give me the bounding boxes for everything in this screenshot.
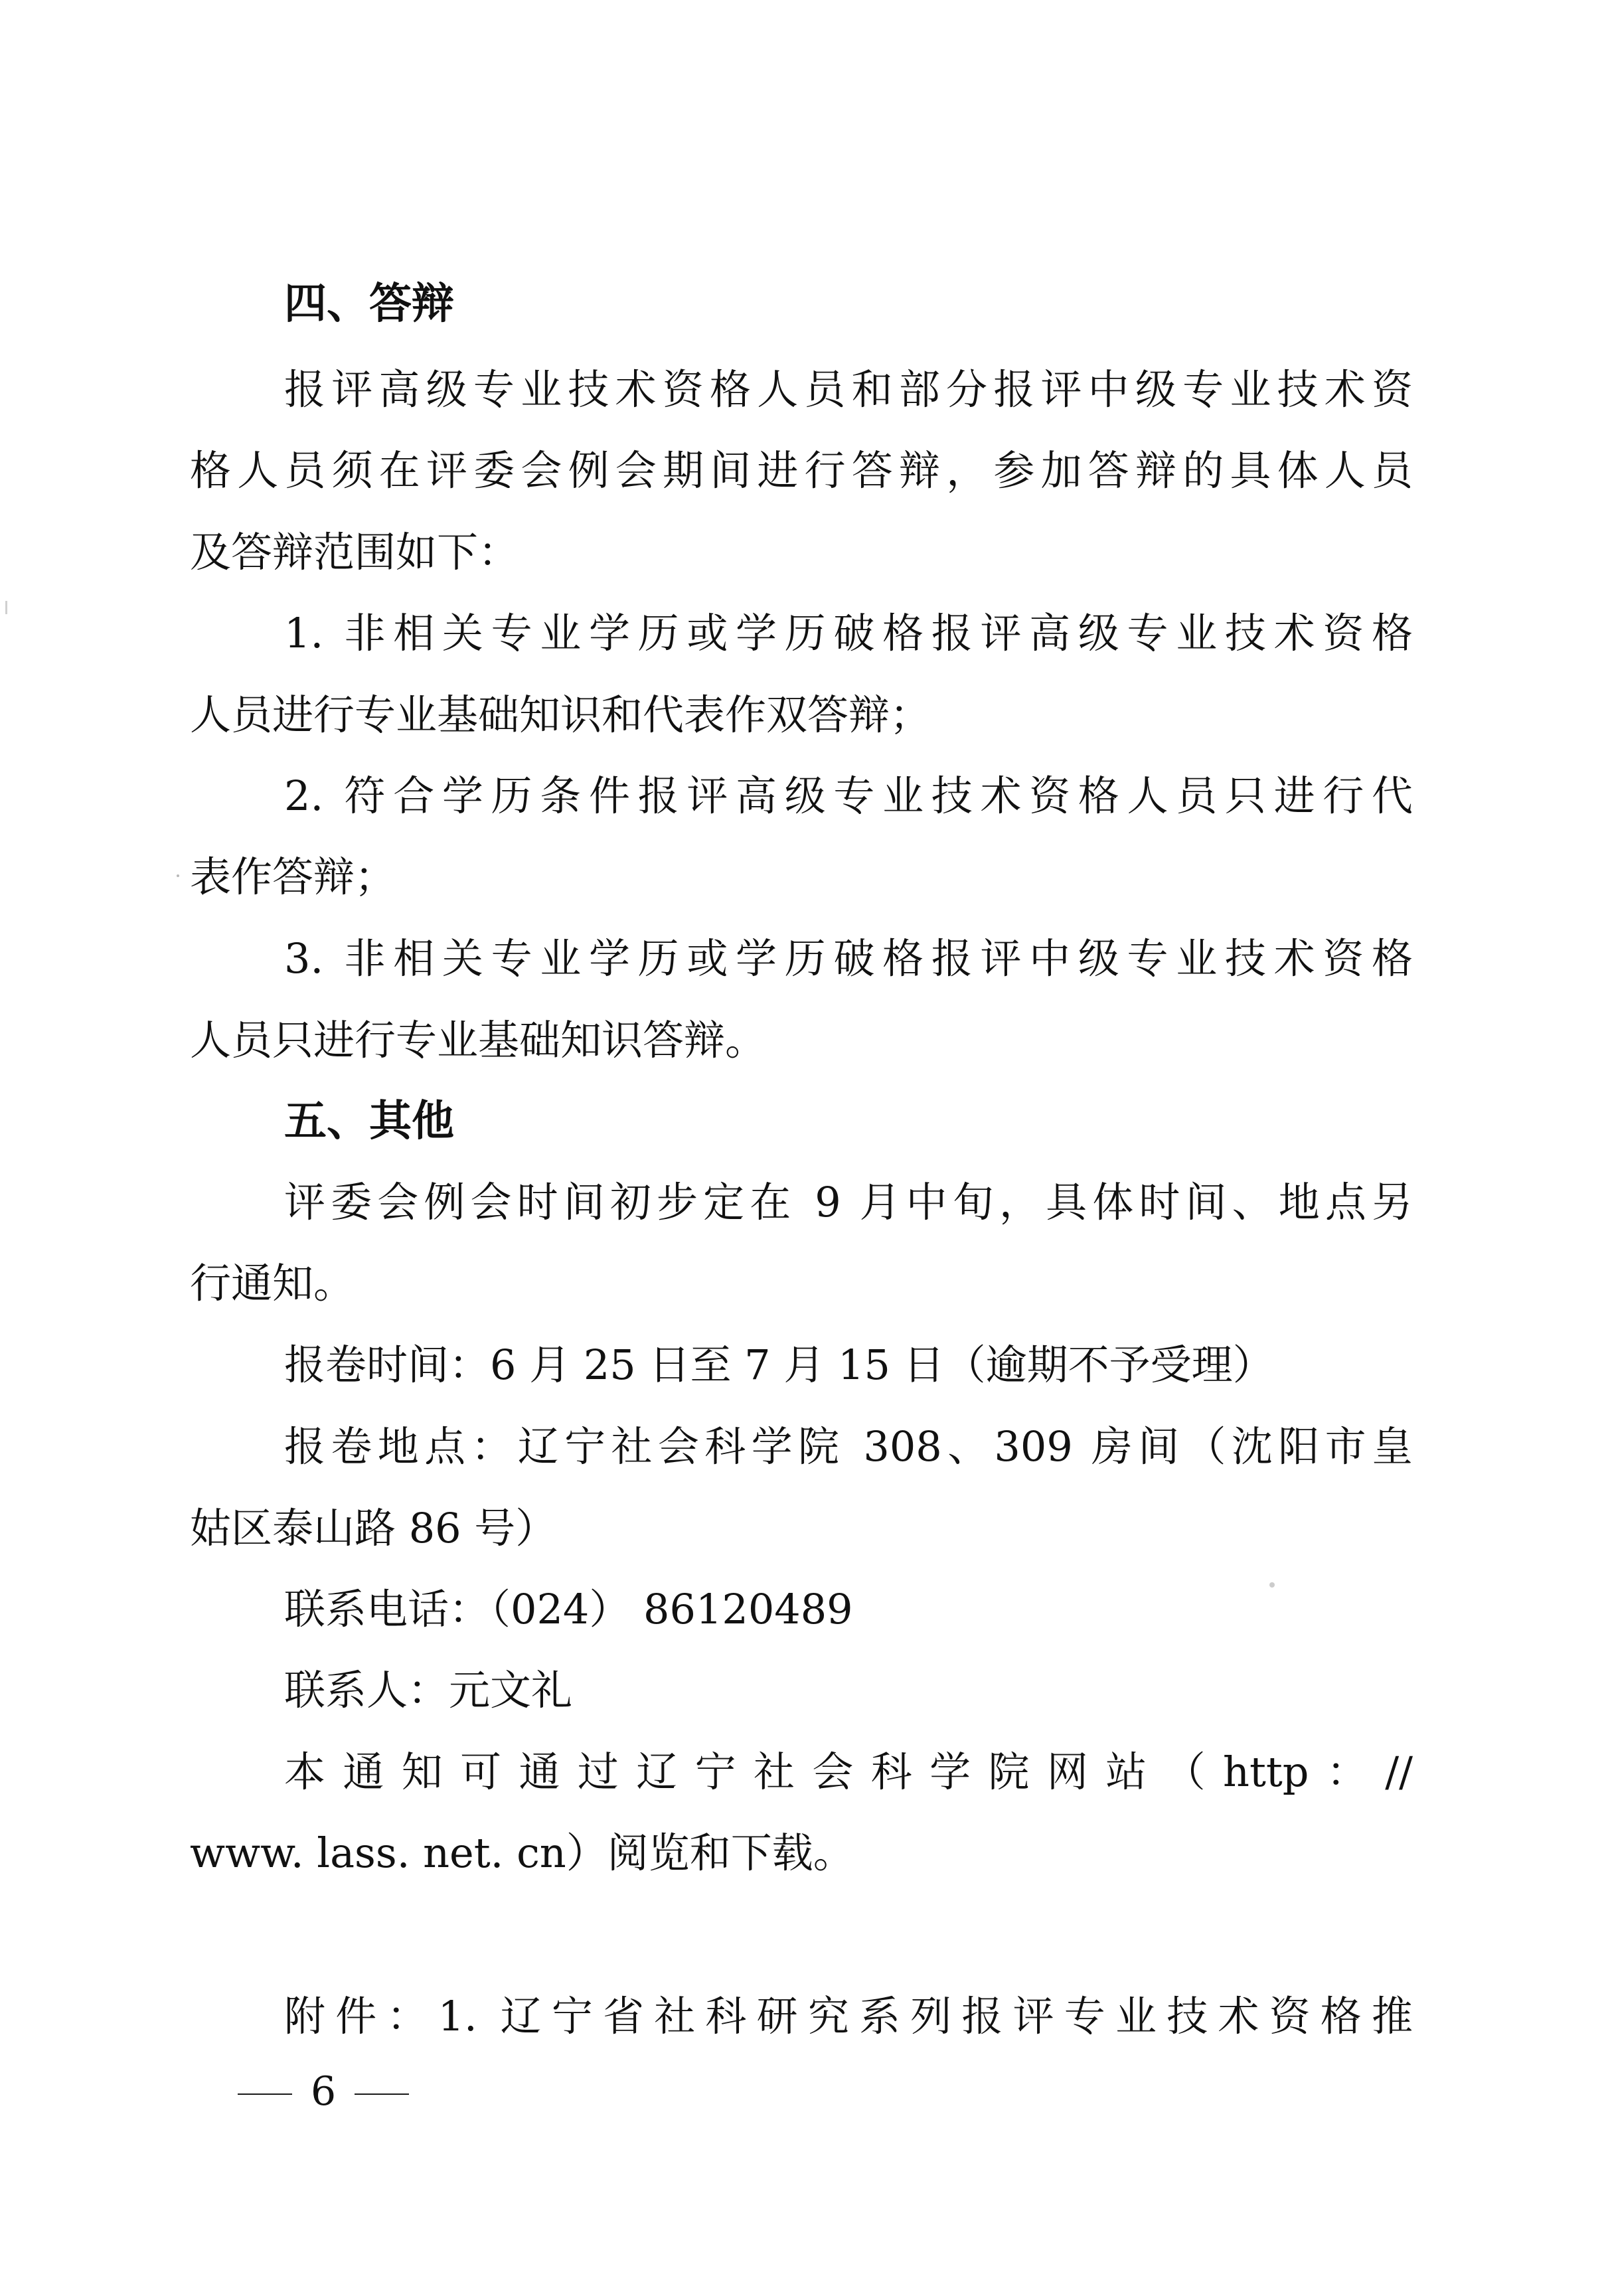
left-page-number-dash: [238, 2093, 292, 2095]
contact-phone-line: 联系电话：（024） 86120489: [284, 1585, 853, 1633]
page-number-footer: [219, 2065, 428, 2118]
section-four-heading: 四、答辩: [284, 280, 454, 329]
section-five-paragraph-1-line-1: 评委会例会时间初步定在 9 月中旬，具体时间、地点另: [284, 1178, 1413, 1226]
website-notice-line-1: 本通知可通过辽宁社会科学院网站（http：//: [284, 1748, 1413, 1796]
page-number: 6: [311, 2068, 337, 2115]
submission-time-line: 报卷时间：6 月 25 日至 7 月 15 日（逾期不予受理）: [284, 1341, 1274, 1389]
section-four-paragraph-3-line-1: 2. 符合学历条件报评高级专业技术资格人员只进行代: [284, 772, 1413, 820]
scan-speck-left-text: [177, 874, 179, 877]
website-notice-line-2: www. lass. net. cn）阅览和下载。: [190, 1829, 854, 1877]
section-four-paragraph-4-line-2: 人员只进行专业基础知识答辩。: [190, 1016, 767, 1064]
section-four-paragraph-1-line-3: 及答辩范围如下：: [190, 528, 520, 576]
section-four-paragraph-2-line-2: 人员进行专业基础知识和代表作双答辩；: [190, 691, 931, 739]
section-five-heading: 五、其他: [284, 1097, 454, 1146]
right-page-number-dash: [355, 2093, 409, 2095]
attachment-line: 附件：1. 辽宁省社科研究系列报评专业技术资格推: [284, 1992, 1413, 2040]
submission-location-line-1: 报卷地点：辽宁社会科学院 308、309 房间（沈阳市皇: [284, 1422, 1413, 1471]
submission-location-line-2: 姑区泰山路 86 号）: [190, 1504, 557, 1552]
scan-speck-left-edge: [5, 601, 7, 614]
section-four-paragraph-2-line-1: 1. 非相关专业学历或学历破格报评高级专业技术资格: [284, 609, 1413, 657]
section-four-paragraph-1-line-2: 格人员须在评委会例会期间进行答辩，参加答辩的具体人员: [190, 446, 1413, 495]
contact-person-line: 联系人：元文礼: [284, 1666, 573, 1714]
section-four-paragraph-3-line-2: 表作答辩；: [190, 853, 396, 901]
section-four-paragraph-4-line-1: 3. 非相关专业学历或学历破格报评中级专业技术资格: [284, 934, 1413, 983]
scan-speck-right-text: [1269, 1582, 1275, 1588]
section-five-paragraph-1-line-2: 行通知。: [190, 1259, 355, 1307]
section-four-paragraph-1-line-1: 报评高级专业技术资格人员和部分报评中级专业技术资: [284, 365, 1413, 414]
